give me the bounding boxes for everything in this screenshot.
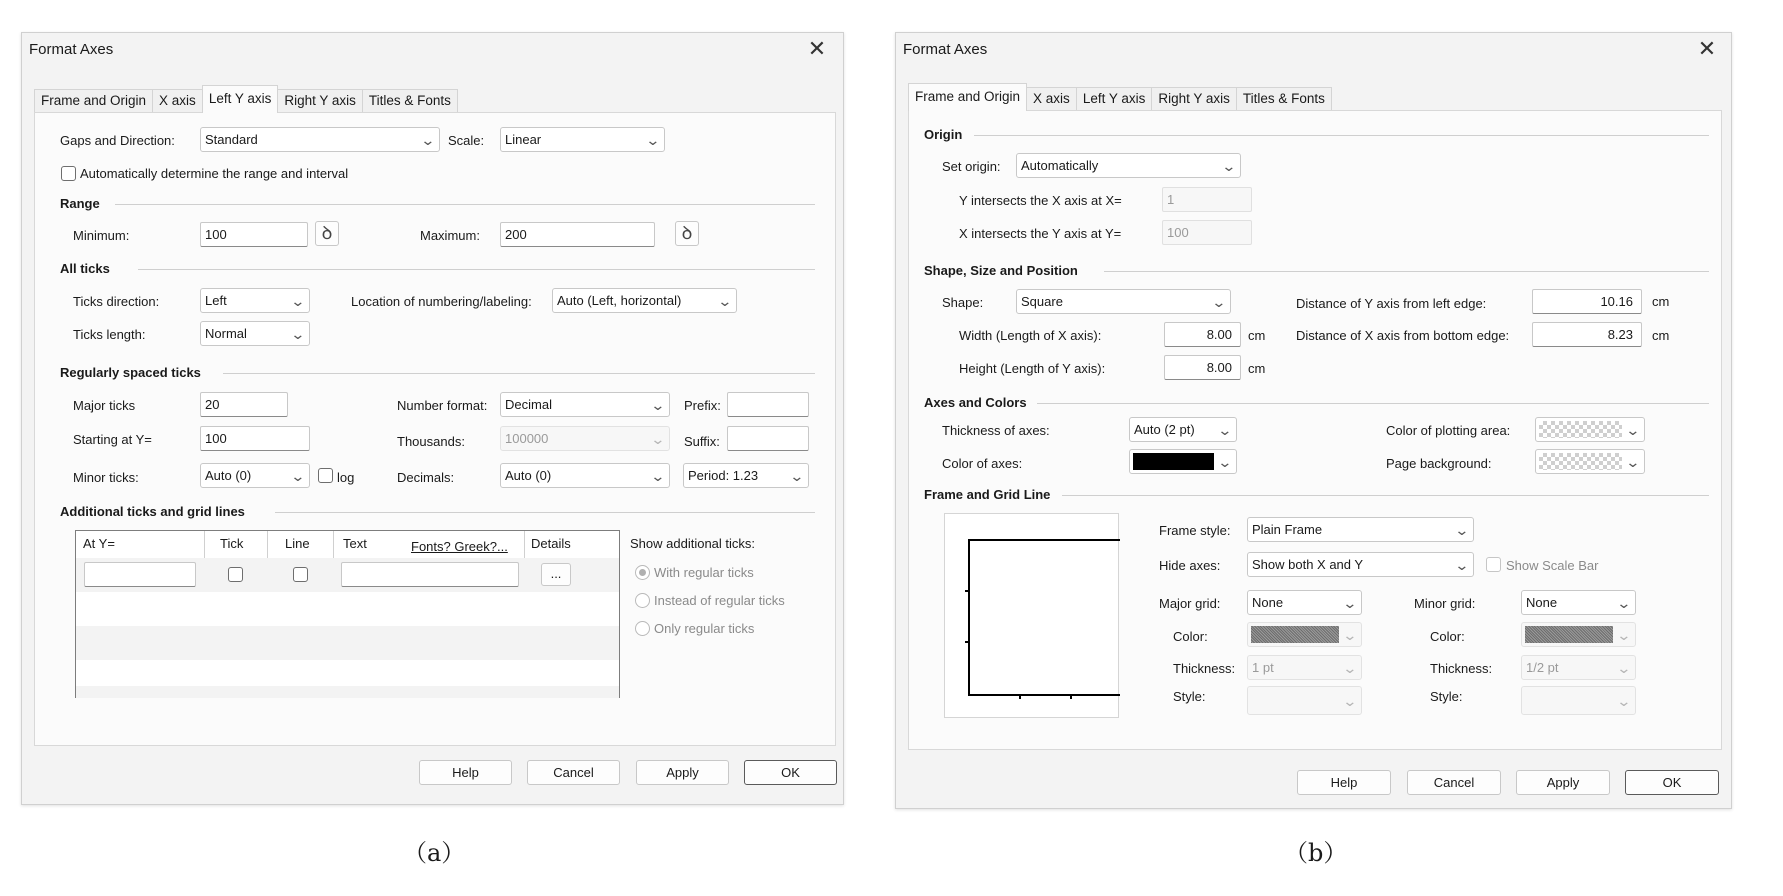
number-format-value: Decimal (505, 397, 552, 412)
transparent-swatch (1539, 421, 1622, 438)
line-checkbox[interactable] (293, 567, 308, 582)
log-checkbox[interactable] (318, 468, 333, 483)
chevron-down-icon: ⌄ (789, 468, 805, 484)
suffix-input[interactable] (727, 426, 809, 451)
table-row (76, 686, 619, 698)
gaps-direction-value: Standard (205, 132, 258, 147)
shape-select[interactable] (1016, 289, 1231, 314)
chevron-down-icon: ⌄ (645, 132, 661, 148)
chevron-down-icon: ⌄ (1221, 158, 1237, 174)
dist-x-label: Distance of X axis from bottom edge: (1296, 328, 1510, 343)
set-origin-value: Automatically (1021, 158, 1099, 173)
major-thickness-value: 1 pt (1252, 660, 1274, 675)
chevron-down-icon: ⌄ (650, 397, 666, 413)
section-divider (138, 269, 815, 270)
unit-cm: cm (1652, 294, 1670, 309)
radio-with-regular-label: With regular ticks (654, 565, 754, 580)
dist-x-input[interactable]: 8.23 (1532, 322, 1642, 347)
hide-axes-label: Hide axes: (1159, 558, 1221, 573)
auto-range-label: Automatically determine the range and interval (80, 166, 349, 181)
tab-panel (34, 112, 836, 746)
all-ticks-section-title: All ticks (60, 261, 110, 276)
column-header-details: Details (531, 536, 571, 551)
minor-thickness-value: 1/2 pt (1526, 660, 1559, 675)
width-input[interactable]: 8.00 (1164, 322, 1241, 347)
dist-y-input[interactable]: 10.16 (1532, 289, 1642, 314)
cancel-button[interactable]: Cancel (527, 760, 620, 785)
scale-bar-label: Show Scale Bar (1506, 558, 1599, 573)
major-ticks-label: Major ticks (73, 398, 136, 413)
minor-ticks-select[interactable] (200, 463, 310, 488)
ticks-length-label: Ticks length: (73, 327, 146, 342)
chevron-down-icon: ⌄ (1211, 294, 1227, 310)
chevron-down-icon: ⌄ (1616, 660, 1632, 676)
y-intersects-input[interactable]: 1 (1162, 187, 1252, 212)
starting-at-label: Starting at Y= (73, 432, 152, 447)
tab-x-axis[interactable]: X axis (1026, 87, 1077, 111)
minor-color-label: Color: (1430, 629, 1465, 644)
thickness-axes-select[interactable] (1129, 417, 1237, 442)
x-intersects-label: X intersects the Y axis at Y= (959, 226, 1122, 241)
tab-bar (908, 83, 1331, 111)
help-button[interactable]: Help (419, 760, 512, 785)
page-background-label: Page background: (1386, 456, 1492, 471)
plot-area-color-label: Color of plotting area: (1386, 423, 1511, 438)
major-color-label: Color: (1173, 629, 1208, 644)
height-label: Height (Length of Y axis): (959, 361, 1106, 376)
frame-rect (969, 540, 1120, 695)
hide-axes-select[interactable] (1247, 552, 1474, 577)
tab-frame-and-origin[interactable]: Frame and Origin (34, 89, 153, 113)
chevron-down-icon: ⌄ (290, 468, 306, 484)
unit-cm: cm (1652, 328, 1670, 343)
location-label: Location of numbering/labeling: (351, 294, 532, 309)
format-axes-dialog-b (895, 32, 1732, 809)
radio-only-regular-label: Only regular ticks (654, 621, 755, 636)
width-label: Width (Length of X axis): (959, 328, 1102, 343)
minor-style-label: Style: (1430, 689, 1463, 704)
thickness-axes-label: Thickness of axes: (942, 423, 1050, 438)
major-grid-select[interactable] (1247, 590, 1362, 615)
decimals-value: Auto (0) (505, 468, 552, 483)
frame-style-label: Frame style: (1159, 523, 1231, 538)
major-ticks-input[interactable]: 20 (200, 392, 288, 417)
number-format-select[interactable] (500, 392, 670, 417)
chevron-down-icon: ⌄ (1342, 595, 1358, 611)
tab-frame-and-origin[interactable]: Frame and Origin (908, 83, 1027, 111)
section-divider (1104, 271, 1709, 272)
scale-select[interactable] (500, 127, 665, 152)
column-divider (524, 531, 525, 558)
y-intersects-label: Y intersects the X axis at X= (959, 193, 1122, 208)
ticks-length-select[interactable] (200, 321, 310, 346)
transparent-swatch (1539, 453, 1622, 470)
major-style-label: Style: (1173, 689, 1206, 704)
hook-icon[interactable]: ꝺ (315, 221, 339, 246)
minimum-input[interactable]: 100 (200, 222, 308, 247)
period-select[interactable] (683, 463, 809, 488)
table-header (76, 531, 619, 558)
chevron-down-icon: ⌄ (717, 293, 733, 309)
minor-grid-label: Minor grid: (1414, 596, 1476, 611)
chevron-down-icon: ⌄ (1616, 693, 1632, 709)
minimum-label: Minimum: (73, 228, 130, 243)
chevron-down-icon: ⌄ (650, 431, 666, 447)
decimals-label: Decimals: (397, 470, 455, 485)
tab-panel (908, 110, 1722, 750)
chevron-down-icon: ⌄ (1616, 595, 1632, 611)
tab-left-y-axis[interactable]: Left Y axis (1076, 87, 1153, 111)
help-button[interactable]: Help (1297, 770, 1391, 795)
hide-axes-value: Show both X and Y (1252, 557, 1364, 572)
format-axes-dialog-a (21, 32, 844, 805)
apply-button[interactable]: Apply (1516, 770, 1610, 795)
details-button[interactable]: ... (541, 563, 571, 586)
column-divider (267, 531, 268, 558)
auto-range-checkbox[interactable] (61, 166, 76, 181)
ticks-direction-select[interactable] (200, 288, 310, 313)
frame-style-select[interactable] (1247, 517, 1474, 542)
unit-cm: cm (1248, 361, 1266, 376)
column-header-at-y: At Y= (83, 536, 115, 551)
location-select[interactable] (552, 288, 737, 313)
tab-x-axis[interactable]: X axis (152, 89, 203, 113)
dialog-title: Format Axes (903, 41, 988, 58)
section-divider (223, 373, 815, 374)
section-divider (1062, 495, 1709, 496)
tab-right-y-axis[interactable]: Right Y axis (277, 89, 363, 113)
at-y-input[interactable] (84, 562, 196, 587)
chevron-down-icon: ⌄ (1616, 627, 1632, 643)
axes-color-swatch (1133, 453, 1214, 470)
set-origin-select[interactable] (1016, 153, 1241, 178)
column-header-text: Text (343, 536, 367, 551)
text-input[interactable] (341, 562, 519, 587)
maximum-label: Maximum: (420, 228, 480, 243)
major-thickness-select[interactable] (1247, 655, 1362, 680)
number-format-label: Number format: (397, 398, 488, 413)
major-style-select[interactable] (1247, 686, 1362, 715)
section-divider (275, 512, 815, 513)
gray-swatch (1251, 626, 1339, 643)
plot-area-color-select[interactable] (1535, 417, 1645, 442)
thickness-axes-value: Auto (2 pt) (1134, 422, 1195, 437)
radio-with-regular[interactable] (635, 565, 650, 580)
column-divider (204, 531, 205, 558)
ticks-direction-value: Left (205, 293, 227, 308)
tick-checkbox[interactable] (228, 567, 243, 582)
close-icon[interactable]: ✕ (807, 36, 827, 61)
column-header-tick: Tick (220, 536, 244, 551)
scale-label: Scale: (448, 133, 485, 148)
chevron-down-icon: ⌄ (1454, 522, 1470, 538)
suffix-label: Suffix: (684, 434, 720, 449)
major-grid-value: None (1252, 595, 1284, 610)
radio-instead-of-regular-label: Instead of regular ticks (654, 593, 785, 608)
set-origin-label: Set origin: (942, 159, 1001, 174)
thousands-label: Thousands: (397, 434, 465, 449)
dialog-title: Format Axes (29, 41, 114, 58)
decimals-select[interactable] (500, 463, 670, 488)
show-additional-ticks-label: Show additional ticks: (630, 536, 756, 551)
chevron-down-icon: ⌄ (1454, 557, 1470, 573)
gray-swatch (1525, 626, 1613, 643)
location-value: Auto (Left, horizontal) (557, 293, 682, 308)
page-background-select[interactable] (1535, 449, 1645, 474)
additional-ticks-section-title: Additional ticks and grid lines (60, 504, 245, 519)
section-divider (115, 204, 815, 205)
ok-button[interactable]: OK (1625, 770, 1719, 795)
frame-preview-graphic (945, 514, 1120, 719)
prefix-input[interactable] (727, 392, 809, 417)
fonts-greek-link[interactable]: Fonts? Greek?... (411, 539, 508, 554)
chevron-down-icon: ⌄ (290, 326, 306, 342)
cancel-button[interactable]: Cancel (1407, 770, 1501, 795)
major-grid-label: Major grid: (1159, 596, 1221, 611)
tab-titles-fonts[interactable]: Titles & Fonts (1236, 87, 1332, 111)
chevron-down-icon: ⌄ (1342, 660, 1358, 676)
frame-style-value: Plain Frame (1252, 522, 1323, 537)
minor-color-select[interactable] (1521, 622, 1636, 647)
minor-thickness-select[interactable] (1521, 655, 1636, 680)
starting-at-input[interactable]: 100 (200, 426, 310, 451)
log-label: log (337, 470, 355, 485)
minor-grid-value: None (1526, 595, 1558, 610)
major-thickness-label: Thickness: (1173, 661, 1236, 676)
thousands-select[interactable] (500, 426, 670, 451)
column-divider (333, 531, 334, 558)
shape-section-title: Shape, Size and Position (924, 263, 1078, 278)
section-divider (974, 135, 1709, 136)
regular-ticks-section-title: Regularly spaced ticks (60, 365, 201, 380)
tab-left-y-axis[interactable]: Left Y axis (202, 85, 279, 113)
minor-thickness-label: Thickness: (1430, 661, 1493, 676)
table-row (76, 626, 619, 660)
tab-titles-fonts[interactable]: Titles & Fonts (362, 89, 458, 113)
column-header-line: Line (285, 536, 310, 551)
chevron-down-icon: ⌄ (290, 293, 306, 309)
range-section-title: Range (60, 196, 100, 211)
axes-colors-section-title: Axes and Colors (924, 395, 1027, 410)
chevron-down-icon: ⌄ (650, 468, 666, 484)
shape-value: Square (1021, 294, 1063, 309)
radio-only-regular[interactable] (635, 621, 650, 636)
prefix-label: Prefix: (684, 398, 721, 413)
hook-icon[interactable]: ꝺ (675, 221, 699, 246)
additional-ticks-table (75, 530, 620, 698)
ticks-length-value: Normal (205, 326, 247, 341)
table-row (76, 660, 619, 686)
minor-ticks-value: Auto (0) (205, 468, 252, 483)
scale-bar-checkbox[interactable] (1486, 557, 1501, 572)
apply-button[interactable]: Apply (636, 760, 729, 785)
ok-button[interactable]: OK (744, 760, 837, 785)
ticks-direction-label: Ticks direction: (73, 294, 160, 309)
axes-color-select[interactable] (1129, 449, 1237, 474)
chevron-down-icon: ⌄ (1625, 422, 1641, 438)
scale-value: Linear (505, 132, 542, 147)
major-color-select[interactable] (1247, 622, 1362, 647)
shape-label: Shape: (942, 295, 984, 310)
chevron-down-icon: ⌄ (1217, 454, 1233, 470)
maximum-input[interactable]: 200 (500, 222, 655, 247)
table-row (76, 592, 619, 626)
tab-bar (34, 85, 457, 113)
axes-color-label: Color of axes: (942, 456, 1023, 471)
section-divider (1037, 403, 1709, 404)
frame-grid-section-title: Frame and Grid Line (924, 487, 1051, 502)
dist-y-label: Distance of Y axis from left edge: (1296, 296, 1487, 311)
chevron-down-icon: ⌄ (1217, 422, 1233, 438)
thousands-value: 100000 (505, 431, 549, 446)
minor-style-select[interactable] (1521, 686, 1636, 715)
radio-instead-of-regular[interactable] (635, 593, 650, 608)
frame-preview (944, 513, 1119, 718)
gaps-direction-label: Gaps and Direction: (60, 133, 175, 148)
chevron-down-icon: ⌄ (1342, 627, 1358, 643)
table-row (76, 558, 619, 592)
caption-b: （b） (1284, 839, 1348, 867)
chevron-down-icon: ⌄ (1342, 693, 1358, 709)
chevron-down-icon: ⌄ (1625, 454, 1641, 470)
tab-right-y-axis[interactable]: Right Y axis (1151, 87, 1237, 111)
minor-ticks-label: Minor ticks: (73, 470, 139, 485)
unit-cm: cm (1248, 328, 1266, 343)
close-icon[interactable]: ✕ (1697, 36, 1717, 61)
origin-section-title: Origin (924, 127, 963, 142)
x-intersects-input[interactable]: 100 (1162, 220, 1252, 245)
minor-grid-select[interactable] (1521, 590, 1636, 615)
gaps-direction-select[interactable] (200, 127, 440, 152)
height-input[interactable]: 8.00 (1164, 355, 1241, 380)
period-value: Period: 1.23 (688, 468, 759, 483)
chevron-down-icon: ⌄ (420, 132, 436, 148)
caption-a: （a） (403, 839, 466, 867)
